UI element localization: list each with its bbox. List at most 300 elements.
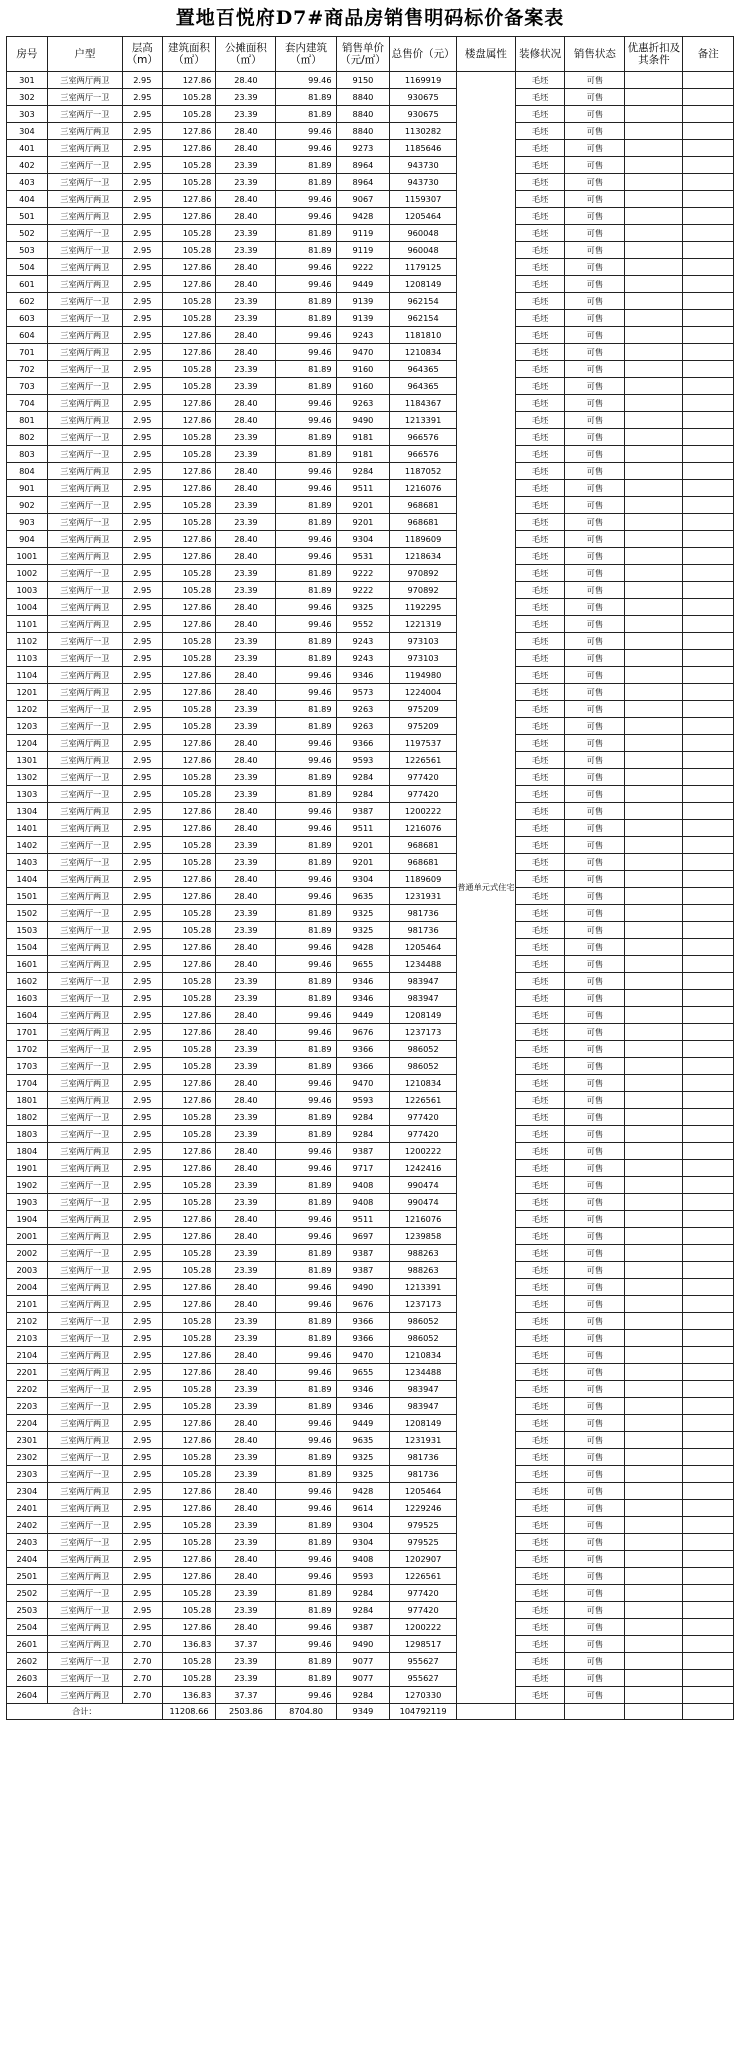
- cell-unit-price: 9222: [336, 565, 390, 582]
- cell-discount: [625, 327, 683, 344]
- cell-shared-area: 37.37: [216, 1636, 276, 1653]
- cell-discount: [625, 548, 683, 565]
- cell-room: 1104: [7, 667, 48, 684]
- cell-build-area: 127.86: [162, 276, 216, 293]
- cell-decoration: 毛坯: [515, 123, 564, 140]
- cell-decoration: 毛坯: [515, 616, 564, 633]
- cell-room: 1802: [7, 1109, 48, 1126]
- cell-room: 1402: [7, 837, 48, 854]
- cell-sale-status: 可售: [565, 293, 625, 310]
- cell-type: 三室两厅两卫: [47, 1143, 122, 1160]
- cell-shared-area: 28.40: [216, 667, 276, 684]
- cell-build-area: 127.86: [162, 1279, 216, 1296]
- cell-height: 2.95: [122, 837, 162, 854]
- cell-shared-area: 23.39: [216, 1245, 276, 1262]
- cell-room: 503: [7, 242, 48, 259]
- cell-build-area: 105.28: [162, 837, 216, 854]
- cell-type: 三室两厅一卫: [47, 1381, 122, 1398]
- cell-remark: [683, 1262, 734, 1279]
- cell-discount: [625, 769, 683, 786]
- cell-total-price: 960048: [390, 225, 457, 242]
- cell-type: 三室两厅一卫: [47, 293, 122, 310]
- cell-discount: [625, 1279, 683, 1296]
- cell-inner-area: 81.89: [276, 361, 336, 378]
- page-title: 置地百悦府D7#商品房销售明码标价备案表: [175, 7, 565, 29]
- cell-total-price: 1202907: [390, 1551, 457, 1568]
- cell-room: 403: [7, 174, 48, 191]
- table-row: [7, 582, 734, 599]
- cell-unit-price: 9676: [336, 1296, 390, 1313]
- cell-shared-area: 23.39: [216, 378, 276, 395]
- cell-height: 2.95: [122, 1602, 162, 1619]
- cell-room: 2402: [7, 1517, 48, 1534]
- cell-remark: [683, 1279, 734, 1296]
- cell-remark: [683, 1585, 734, 1602]
- cell-build-area: 105.28: [162, 514, 216, 531]
- cell-build-area: 105.28: [162, 1194, 216, 1211]
- cell-height: 2.95: [122, 1177, 162, 1194]
- table-row: [7, 378, 734, 395]
- cell-height: 2.95: [122, 1228, 162, 1245]
- cell-remark: [683, 191, 734, 208]
- cell-remark: [683, 1058, 734, 1075]
- cell-remark: [683, 956, 734, 973]
- cell-total-price: 1216076: [390, 1211, 457, 1228]
- cell-inner-area: 99.46: [276, 956, 336, 973]
- cell-shared-area: 23.39: [216, 1313, 276, 1330]
- cell-height: 2.95: [122, 140, 162, 157]
- cell-inner-area: 99.46: [276, 1143, 336, 1160]
- cell-height: 2.95: [122, 684, 162, 701]
- cell-shared-area: 28.40: [216, 1364, 276, 1381]
- cell-room: 603: [7, 310, 48, 327]
- cell-type: 三室两厅两卫: [47, 1160, 122, 1177]
- cell-type: 三室两厅一卫: [47, 973, 122, 990]
- cell-sale-status: 可售: [565, 1415, 625, 1432]
- cell-total-price: 977420: [390, 769, 457, 786]
- cell-remark: [683, 1041, 734, 1058]
- cell-height: 2.70: [122, 1670, 162, 1687]
- cell-discount: [625, 140, 683, 157]
- cell-build-area: 127.86: [162, 395, 216, 412]
- cell-inner-area: 81.89: [276, 922, 336, 939]
- cell-decoration: 毛坯: [515, 225, 564, 242]
- table-row: [7, 497, 734, 514]
- cell-height: 2.95: [122, 752, 162, 769]
- cell-build-area: 105.28: [162, 242, 216, 259]
- cell-room: 702: [7, 361, 48, 378]
- cell-type: 三室两厅一卫: [47, 905, 122, 922]
- cell-room: 1903: [7, 1194, 48, 1211]
- cell-total-price: 1205464: [390, 1483, 457, 1500]
- cell-type: 三室两厅两卫: [47, 735, 122, 752]
- cell-decoration: 毛坯: [515, 1262, 564, 1279]
- cell-unit-price: 9470: [336, 344, 390, 361]
- cell-sale-status: 可售: [565, 1398, 625, 1415]
- cell-unit-price: 9366: [336, 735, 390, 752]
- table-row: [7, 1381, 734, 1398]
- cell-remark: [683, 803, 734, 820]
- cell-remark: [683, 1551, 734, 1568]
- cell-type: 三室两厅一卫: [47, 769, 122, 786]
- cell-total-price: 968681: [390, 514, 457, 531]
- cell-decoration: 毛坯: [515, 1058, 564, 1075]
- cell-unit-price: 9346: [336, 1398, 390, 1415]
- cell-unit-price: 8840: [336, 106, 390, 123]
- cell-decoration: 毛坯: [515, 1126, 564, 1143]
- cell-build-area: 105.28: [162, 429, 216, 446]
- cell-height: 2.95: [122, 1466, 162, 1483]
- cell-inner-area: 99.46: [276, 820, 336, 837]
- cell-unit-price: 9160: [336, 378, 390, 395]
- cell-unit-price: 9408: [336, 1551, 390, 1568]
- cell-room: 1102: [7, 633, 48, 650]
- cell-type: 三室两厅一卫: [47, 565, 122, 582]
- cell-inner-area: 99.46: [276, 344, 336, 361]
- cell-build-area: 105.28: [162, 633, 216, 650]
- cell-discount: [625, 888, 683, 905]
- cell-total-price: 1181810: [390, 327, 457, 344]
- table-row: [7, 599, 734, 616]
- cell-inner-area: 81.89: [276, 293, 336, 310]
- cell-shared-area: 28.40: [216, 956, 276, 973]
- cell-total-price: 1169919: [390, 72, 457, 89]
- cell-remark: [683, 1364, 734, 1381]
- cell-remark: [683, 1432, 734, 1449]
- cell-room: 2502: [7, 1585, 48, 1602]
- cell-type: 三室两厅两卫: [47, 1007, 122, 1024]
- cell-remark: [683, 1619, 734, 1636]
- cell-decoration: 毛坯: [515, 89, 564, 106]
- cell-room: 2303: [7, 1466, 48, 1483]
- cell-room: 1503: [7, 922, 48, 939]
- cell-discount: [625, 1313, 683, 1330]
- cell-unit-price: 9325: [336, 1466, 390, 1483]
- cell-shared-area: 28.40: [216, 888, 276, 905]
- cell-type: 三室两厅两卫: [47, 1619, 122, 1636]
- cell-inner-area: 99.46: [276, 599, 336, 616]
- table-row: [7, 939, 734, 956]
- cell-decoration: 毛坯: [515, 1483, 564, 1500]
- cell-sale-status: 可售: [565, 701, 625, 718]
- cell-sale-status: 可售: [565, 1500, 625, 1517]
- cell-shared-area: 28.40: [216, 344, 276, 361]
- cell-room: 602: [7, 293, 48, 310]
- cell-inner-area: 99.46: [276, 1160, 336, 1177]
- cell-build-area: 127.86: [162, 259, 216, 276]
- cell-total-price: 943730: [390, 174, 457, 191]
- cell-shared-area: 23.39: [216, 1602, 276, 1619]
- cell-type: 三室两厅两卫: [47, 1432, 122, 1449]
- cell-unit-price: 9201: [336, 497, 390, 514]
- table-row: [7, 1075, 734, 1092]
- cell-type: 三室两厅一卫: [47, 1517, 122, 1534]
- cell-height: 2.95: [122, 633, 162, 650]
- cell-height: 2.95: [122, 1330, 162, 1347]
- cell-inner-area: 81.89: [276, 378, 336, 395]
- cell-type: 三室两厅一卫: [47, 1330, 122, 1347]
- cell-unit-price: 9346: [336, 1381, 390, 1398]
- cell-shared-area: 23.39: [216, 1585, 276, 1602]
- cell-shared-area: 28.40: [216, 1160, 276, 1177]
- cell-unit-price: 9243: [336, 650, 390, 667]
- cell-unit-price: 9284: [336, 1687, 390, 1704]
- cell-decoration: 毛坯: [515, 1041, 564, 1058]
- cell-shared-area: 23.39: [216, 1381, 276, 1398]
- cell-remark: [683, 480, 734, 497]
- cell-room: 1103: [7, 650, 48, 667]
- cell-sale-status: 可售: [565, 582, 625, 599]
- cell-type: 三室两厅两卫: [47, 208, 122, 225]
- cell-inner-area: 99.46: [276, 871, 336, 888]
- cell-shared-area: 23.39: [216, 242, 276, 259]
- cell-inner-area: 81.89: [276, 582, 336, 599]
- cell-build-area: 127.86: [162, 1347, 216, 1364]
- cell-room: 1703: [7, 1058, 48, 1075]
- cell-room: 2302: [7, 1449, 48, 1466]
- cell-total-price: 1213391: [390, 1279, 457, 1296]
- cell-discount: [625, 1364, 683, 1381]
- cell-shared-area: 23.39: [216, 973, 276, 990]
- cell-height: 2.95: [122, 1551, 162, 1568]
- cell-sale-status: 可售: [565, 905, 625, 922]
- cell-height: 2.95: [122, 701, 162, 718]
- cell-sale-status: 可售: [565, 310, 625, 327]
- cell-remark: [683, 1160, 734, 1177]
- cell-unit-price: 9263: [336, 718, 390, 735]
- cell-inner-area: 99.46: [276, 1636, 336, 1653]
- cell-total-price: 1218634: [390, 548, 457, 565]
- cell-inner-area: 81.89: [276, 1126, 336, 1143]
- cell-inner-area: 81.89: [276, 106, 336, 123]
- cell-discount: [625, 1568, 683, 1585]
- cell-unit-price: 9655: [336, 1364, 390, 1381]
- cell-total-price: 977420: [390, 1126, 457, 1143]
- cell-total-price: 977420: [390, 1109, 457, 1126]
- cell-remark: [683, 820, 734, 837]
- cell-type: 三室两厅两卫: [47, 123, 122, 140]
- cell-sale-status: 可售: [565, 1058, 625, 1075]
- cell-shared-area: 23.39: [216, 633, 276, 650]
- cell-shared-area: 28.40: [216, 327, 276, 344]
- cell-build-area: 127.86: [162, 616, 216, 633]
- cell-total-price: 1179125: [390, 259, 457, 276]
- table-row: [7, 990, 734, 1007]
- table-row: [7, 786, 734, 803]
- cell-discount: [625, 191, 683, 208]
- cell-build-area: 127.86: [162, 531, 216, 548]
- cell-height: 2.95: [122, 208, 162, 225]
- cell-unit-price: 9284: [336, 1585, 390, 1602]
- cell-shared-area: 28.40: [216, 1007, 276, 1024]
- cell-discount: [625, 1670, 683, 1687]
- cell-unit-price: 9408: [336, 1194, 390, 1211]
- cell-room: 1504: [7, 939, 48, 956]
- cell-height: 2.95: [122, 956, 162, 973]
- cell-decoration: 毛坯: [515, 1602, 564, 1619]
- cell-type: 三室两厅一卫: [47, 1670, 122, 1687]
- cell-total-price: 1226561: [390, 1092, 457, 1109]
- header-room: 房号: [7, 37, 48, 72]
- cell-room: 2602: [7, 1653, 48, 1670]
- cell-shared-area: 28.40: [216, 208, 276, 225]
- cell-sale-status: 可售: [565, 854, 625, 871]
- cell-type: 三室两厅两卫: [47, 1687, 122, 1704]
- cell-sale-status: 可售: [565, 1313, 625, 1330]
- cell-remark: [683, 786, 734, 803]
- cell-total-price: 977420: [390, 1585, 457, 1602]
- cell-unit-price: 9449: [336, 1007, 390, 1024]
- cell-height: 2.95: [122, 990, 162, 1007]
- cell-room: 2103: [7, 1330, 48, 1347]
- table-row: [7, 429, 734, 446]
- cell-discount: [625, 667, 683, 684]
- cell-total-price: 1221319: [390, 616, 457, 633]
- cell-total-price: 977420: [390, 786, 457, 803]
- cell-discount: [625, 514, 683, 531]
- cell-type: 三室两厅两卫: [47, 548, 122, 565]
- cell-decoration: 毛坯: [515, 1245, 564, 1262]
- cell-sale-status: 可售: [565, 1381, 625, 1398]
- cell-type: 三室两厅一卫: [47, 89, 122, 106]
- cell-decoration: 毛坯: [515, 276, 564, 293]
- cell-discount: [625, 1381, 683, 1398]
- cell-inner-area: 81.89: [276, 973, 336, 990]
- cell-discount: [625, 922, 683, 939]
- cell-room: 1301: [7, 752, 48, 769]
- cell-discount: [625, 1466, 683, 1483]
- cell-decoration: 毛坯: [515, 1534, 564, 1551]
- cell-shared-area: 28.40: [216, 735, 276, 752]
- totals-label: 合计：: [7, 1704, 163, 1720]
- table-row: [7, 1041, 734, 1058]
- cell-type: 三室两厅两卫: [47, 1500, 122, 1517]
- cell-discount: [625, 565, 683, 582]
- cell-discount: [625, 1517, 683, 1534]
- cell-build-area: 127.86: [162, 820, 216, 837]
- cell-shared-area: 23.39: [216, 854, 276, 871]
- cell-unit-price: 9428: [336, 208, 390, 225]
- cell-total-price: 1224004: [390, 684, 457, 701]
- cell-decoration: 毛坯: [515, 939, 564, 956]
- cell-decoration: 毛坯: [515, 1177, 564, 1194]
- cell-height: 2.95: [122, 599, 162, 616]
- cell-height: 2.95: [122, 361, 162, 378]
- cell-inner-area: 81.89: [276, 1466, 336, 1483]
- totals-empty: [456, 1704, 515, 1720]
- header-build-area: 建筑面积（㎡）: [162, 37, 216, 72]
- cell-build-area: 105.28: [162, 1041, 216, 1058]
- cell-total-price: 1200222: [390, 803, 457, 820]
- cell-room: 804: [7, 463, 48, 480]
- price-filing-table: [6, 36, 734, 1720]
- cell-sale-status: 可售: [565, 735, 625, 752]
- cell-decoration: 毛坯: [515, 769, 564, 786]
- cell-height: 2.95: [122, 310, 162, 327]
- cell-remark: [683, 1296, 734, 1313]
- cell-height: 2.95: [122, 854, 162, 871]
- cell-room: 2003: [7, 1262, 48, 1279]
- cell-unit-price: 9387: [336, 1262, 390, 1279]
- cell-unit-price: 9470: [336, 1347, 390, 1364]
- header-decoration: 装修状况: [515, 37, 564, 72]
- cell-shared-area: 28.40: [216, 1347, 276, 1364]
- table-row: [7, 565, 734, 582]
- cell-height: 2.95: [122, 1211, 162, 1228]
- cell-sale-status: 可售: [565, 973, 625, 990]
- cell-total-price: 1194980: [390, 667, 457, 684]
- cell-unit-price: 9470: [336, 1075, 390, 1092]
- cell-shared-area: 28.40: [216, 140, 276, 157]
- table-row: [7, 1007, 734, 1024]
- cell-decoration: 毛坯: [515, 310, 564, 327]
- cell-type: 三室两厅两卫: [47, 1347, 122, 1364]
- cell-type: 三室两厅一卫: [47, 446, 122, 463]
- cell-inner-area: 81.89: [276, 1041, 336, 1058]
- cell-shared-area: 28.40: [216, 1619, 276, 1636]
- cell-build-area: 136.83: [162, 1636, 216, 1653]
- table-row: [7, 293, 734, 310]
- cell-total-price: 979525: [390, 1534, 457, 1551]
- cell-decoration: 毛坯: [515, 1449, 564, 1466]
- cell-unit-price: 9366: [336, 1058, 390, 1075]
- cell-inner-area: 81.89: [276, 310, 336, 327]
- cell-unit-price: 9449: [336, 276, 390, 293]
- cell-total-price: 1231931: [390, 1432, 457, 1449]
- cell-shared-area: 28.40: [216, 72, 276, 89]
- cell-room: 2601: [7, 1636, 48, 1653]
- cell-remark: [683, 242, 734, 259]
- cell-build-area: 105.28: [162, 1517, 216, 1534]
- cell-total-price: 1210834: [390, 1347, 457, 1364]
- cell-remark: [683, 735, 734, 752]
- cell-shared-area: 28.40: [216, 616, 276, 633]
- cell-remark: [683, 72, 734, 89]
- cell-sale-status: 可售: [565, 548, 625, 565]
- cell-build-area: 105.28: [162, 1449, 216, 1466]
- cell-type: 三室两厅一卫: [47, 174, 122, 191]
- cell-unit-price: 9325: [336, 1449, 390, 1466]
- cell-discount: [625, 1653, 683, 1670]
- cell-inner-area: 99.46: [276, 531, 336, 548]
- cell-sale-status: 可售: [565, 718, 625, 735]
- table-row: [7, 327, 734, 344]
- cell-unit-price: 8964: [336, 157, 390, 174]
- cell-unit-price: 9676: [336, 1024, 390, 1041]
- totals-empty: [565, 1704, 625, 1720]
- cell-room: 2004: [7, 1279, 48, 1296]
- cell-unit-price: 9139: [336, 310, 390, 327]
- cell-inner-area: 81.89: [276, 565, 336, 582]
- table-row: [7, 1194, 734, 1211]
- cell-sale-status: 可售: [565, 531, 625, 548]
- cell-discount: [625, 412, 683, 429]
- cell-height: 2.95: [122, 1262, 162, 1279]
- cell-discount: [625, 174, 683, 191]
- cell-inner-area: 99.46: [276, 1075, 336, 1092]
- cell-remark: [683, 1024, 734, 1041]
- cell-discount: [625, 752, 683, 769]
- cell-discount: [625, 1687, 683, 1704]
- cell-unit-price: 9273: [336, 140, 390, 157]
- cell-total-price: 1216076: [390, 820, 457, 837]
- cell-sale-status: 可售: [565, 395, 625, 412]
- cell-room: 2504: [7, 1619, 48, 1636]
- cell-build-area: 127.86: [162, 1024, 216, 1041]
- table-row: [7, 1432, 734, 1449]
- table-row: [7, 1109, 734, 1126]
- cell-room: 301: [7, 72, 48, 89]
